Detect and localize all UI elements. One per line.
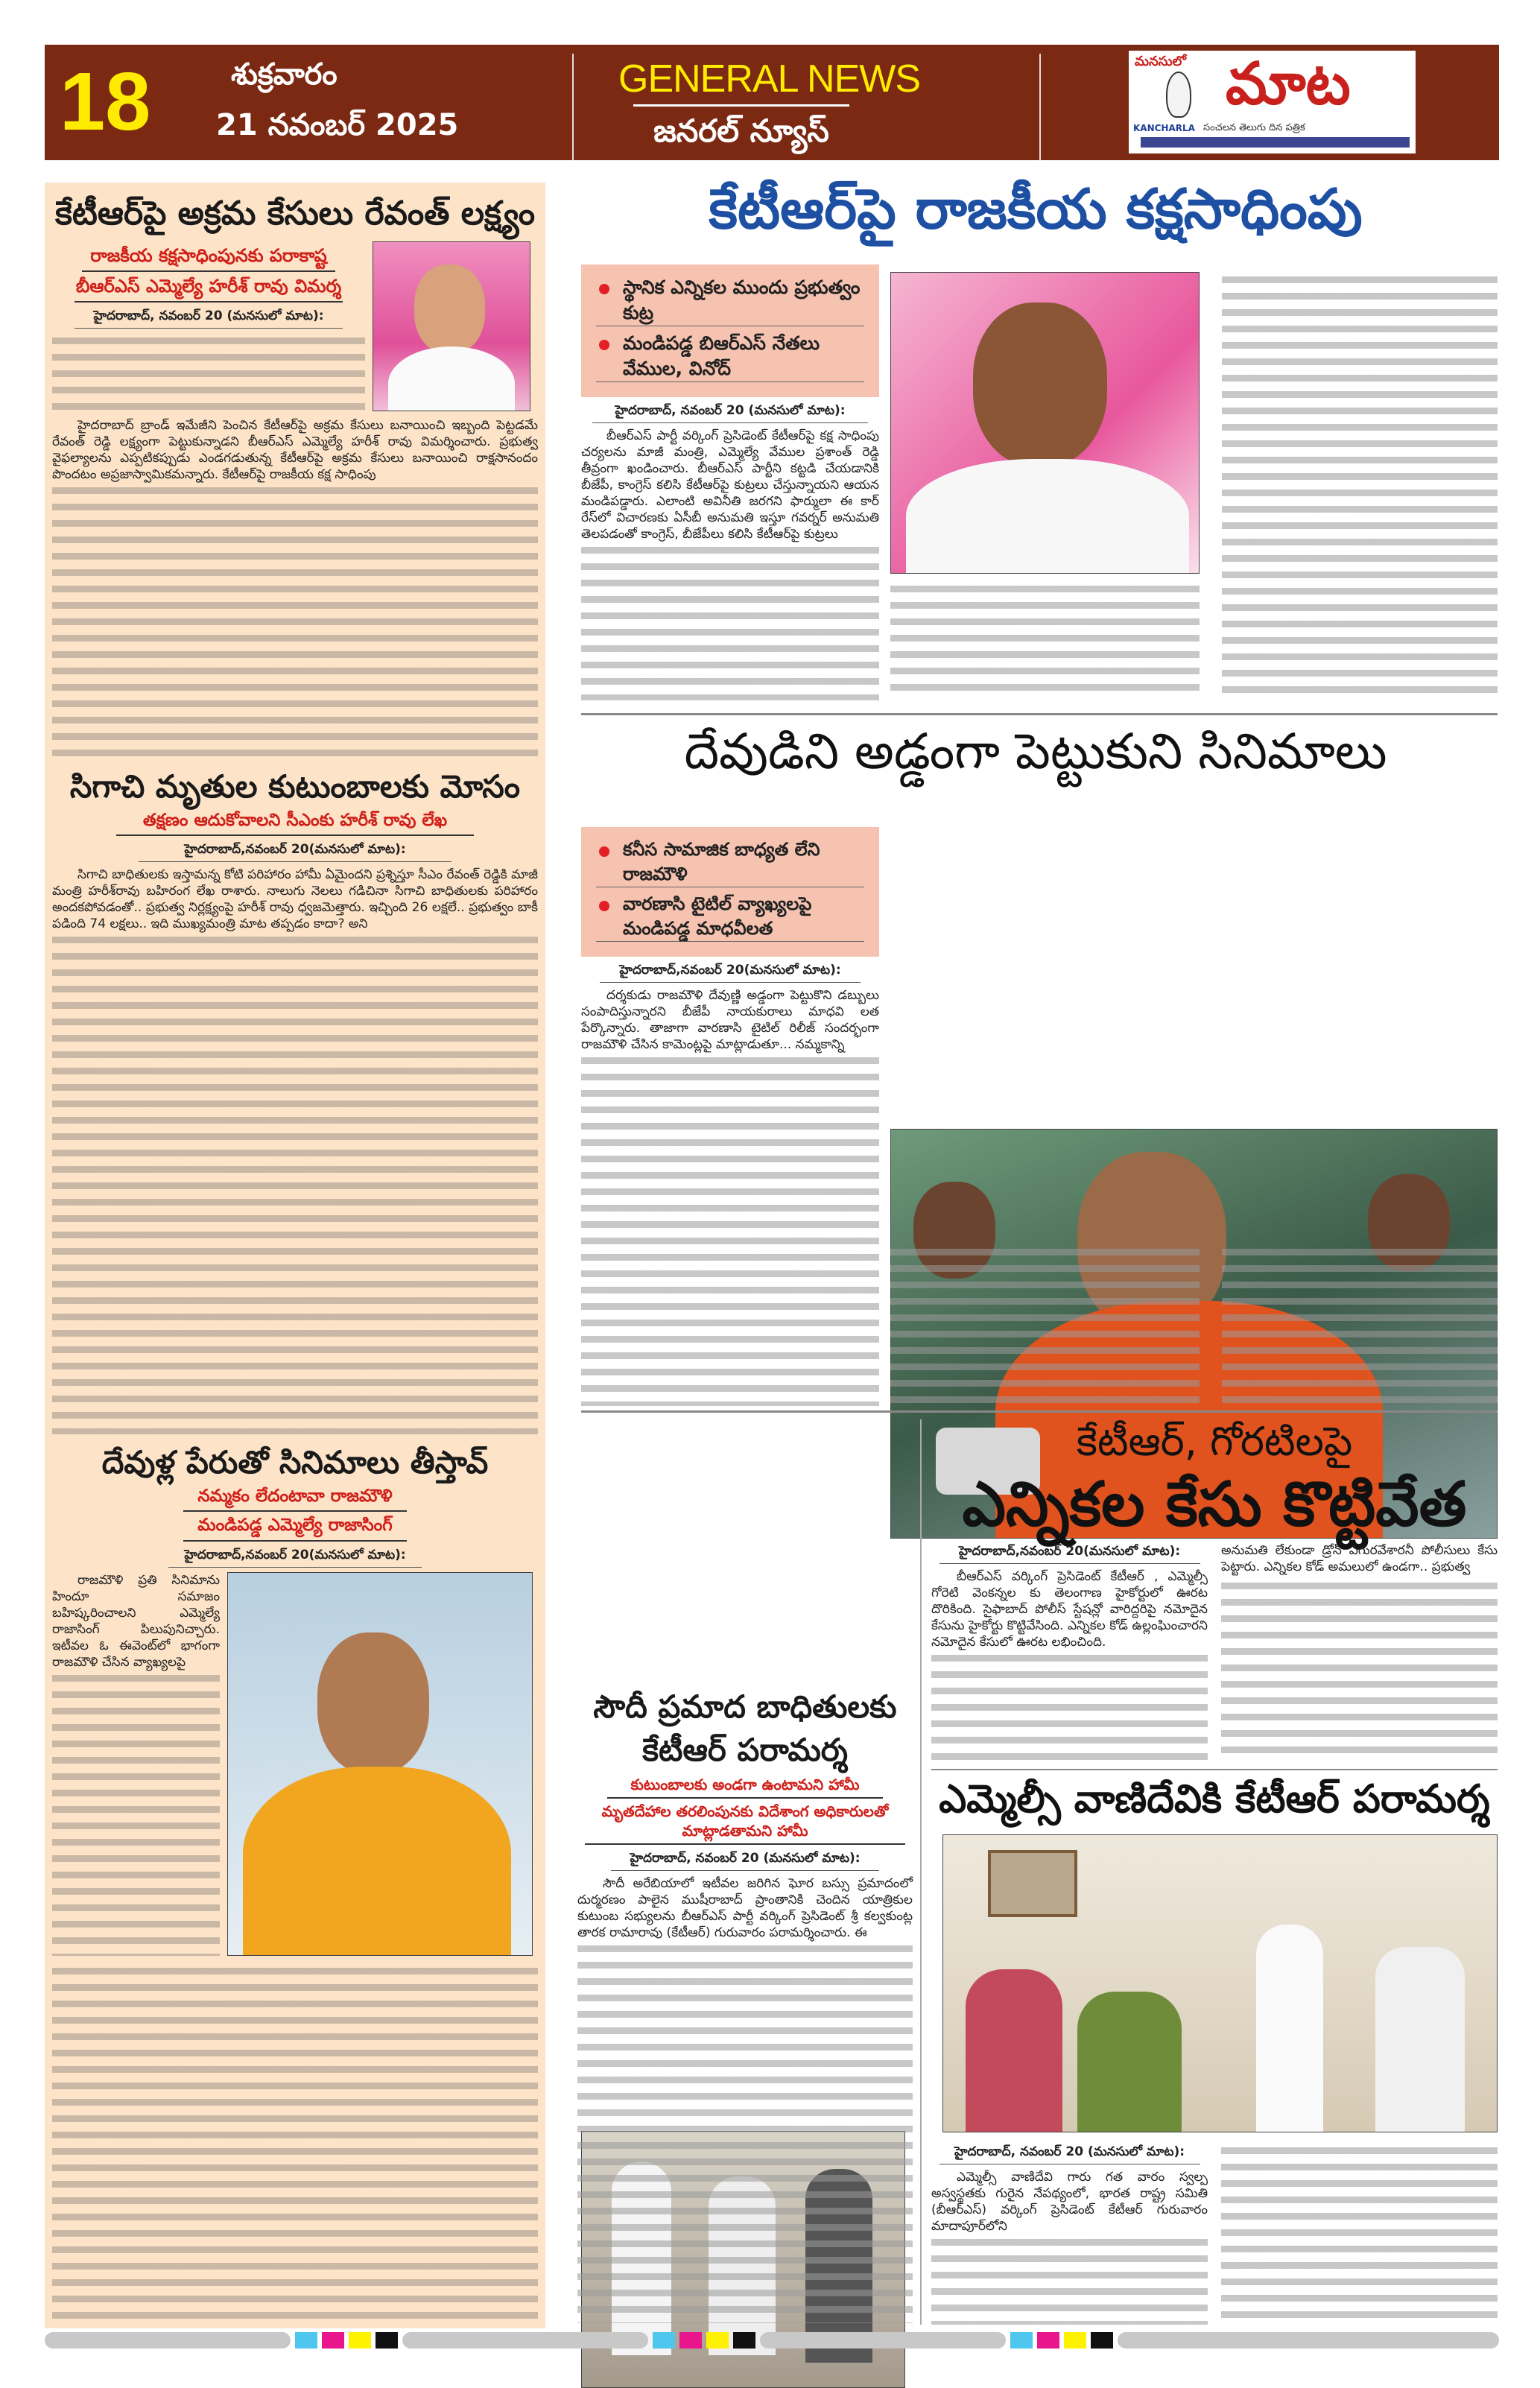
article-body xyxy=(52,1572,220,1956)
color-swatch-magenta xyxy=(679,2332,702,2349)
divider xyxy=(633,104,849,107)
color-swatch-black xyxy=(733,2332,755,2349)
article-body xyxy=(1221,1542,1498,1763)
article-body-continued xyxy=(890,1244,1200,1404)
color-swatch-cyan xyxy=(653,2332,675,2349)
article-text: అనుమతి లేకుండా డ్రోన్ ఎగురవేశారనీ పోలీసులు కేసు పెట్టారు. ఎన్నికల కోడ్ అమలులో ఉండగా.. ప్రభుత్వ xyxy=(1221,1543,1498,1574)
article-body-continued xyxy=(581,1053,879,1406)
story-block xyxy=(931,1416,1498,1763)
color-swatch-yellow xyxy=(1064,2332,1086,2349)
article-body-continued xyxy=(1221,1578,1498,1763)
article-body-continued xyxy=(52,1670,220,1956)
article-body-continued xyxy=(1221,2143,1498,2325)
sidebar-story xyxy=(52,193,538,759)
photo-harish-rao xyxy=(373,241,530,411)
article-text: బీఆర్ఎస్ పార్టీ వర్కింగ్ ప్రెసిడెంట్ కేటీఆర్‌పై కక్ష సాధింపు చర్యలను మాజీ మంత్రి, ఎమ్మెల్యే వేముల ప్రశాంత్ రెడ్డి తీవ్రంగా ఖండించారు. బీఆర్ఎస్ పార్టీని కట్టడి చేయడానికి బీజేపీ, కాంగ్రెస్ కలిసి కేటీఆర్‌పై కుట్రలు చేస్తున్నాయని ఆయన మండిపడ్డారు. ఎలాంటి అవినీతి జరగని ఫార్ములా ఈ కార్ రేస్‌లో విచారణకు ఏసీబీ అనుమతి ఇస్తూ గవర్నర్ అనుమతి తెలపడంతో కాంగ్రెస్, బీజేపీలు కలిసి కేటీఆర్‌పై కుట్రలు xyxy=(581,428,879,542)
page-number: 18 xyxy=(60,56,151,148)
color-swatch-magenta xyxy=(1037,2332,1059,2349)
bullet-point: స్థానిక ఎన్నికల ముందు ప్రభుత్వం కుట్ర xyxy=(596,275,864,326)
article-body xyxy=(931,2138,1208,2325)
article-body-continued xyxy=(52,1963,538,2319)
issue-date: 21 నవంబర్ 2025 xyxy=(216,108,459,142)
headline: ఎన్నికల కేసు కొట్టివేత xyxy=(962,1469,1467,1540)
article-text: బీఆర్ఎస్ వర్కింగ్ ప్రెసిడెంట్ కేటీఆర్ , ఎమ్మెల్సీ గోరెటి వెంకన్నల కు తెలంగాణ హైకోర్టులో ఊరట దొరికింది. సైఫాబాద్ పోలీస్ స్టేషన్లో వారిద్దరిపై నమోదైన కేసును హైకోర్టు కొట్టివేసింది. ఎన్నికల కోడ్ ఉల్లంఘించారని నమోదైన కేసులో ఊరట లభించింది. xyxy=(931,1569,1208,1650)
newspaper-logo xyxy=(1129,51,1416,153)
subhead: రాజకీయ కక్షసాధింపునకు పరాకాష్ట xyxy=(82,244,335,272)
subhead: మృతదేహాల తరలింపునకు విదేశాంగ అధికారులతో మాట్లాడతామని హామీ xyxy=(585,1802,905,1845)
dateline: హైదరాబాద్,నవంబర్ 20(మనసులో మాట): xyxy=(600,961,861,983)
color-swatch-black xyxy=(376,2332,398,2349)
dateline: హైదరాబాద్,నవంబర్ 20(మనసులో మాట): xyxy=(139,840,451,862)
subhead: బీఆర్ఎస్ ఎమ్మెల్యే హరీశ్ రావు విమర్శ xyxy=(75,275,343,303)
article-body-continued xyxy=(581,542,879,700)
lead-headline: కేటీఆర్‌పై రాజకీయ కక్షసాధింపు xyxy=(709,177,1363,241)
photo-ktr-meets-vanidevi xyxy=(942,1834,1498,2132)
logo-brand: KANCHARLA xyxy=(1133,123,1195,133)
subhead: నమ్మకం లేదంటావా రాజమౌళి xyxy=(183,1486,407,1513)
section-title-te: జనరల్ న్యూస్ xyxy=(653,113,829,149)
photo-raja-singh xyxy=(227,1572,533,1956)
highlight-box xyxy=(581,265,879,397)
story-block xyxy=(931,1775,1498,2325)
dateline: హైదరాబాద్, నవంబర్ 20 (మనసులో మాట): xyxy=(939,2143,1200,2164)
article-text: ఎమ్మెల్సీ వాణిదేవి గారు గత వారం స్వల్ప అస్వస్థతకు గురైన నేపథ్యంలో, భారత రాష్ట్ర సమితి (బీఆర్ఎస్) వర్కింగ్ ప్రెసిడెంట్ కేటీఆర్ గురువారం మాదాపూర్‌లోని xyxy=(931,2170,1208,2234)
divider xyxy=(931,1769,1498,1770)
bullet-point: వారణాసి టైటిల్ వ్యాఖ్యలపై మండిపడ్డ మాధవీలత xyxy=(596,892,864,942)
subheads xyxy=(52,241,365,411)
headline: సౌదీ ప్రమాద బాధితులకు కేటీఆర్ పరామర్శ xyxy=(593,1688,897,1768)
bullet-point: మండిపడ్డ బిఆర్ఎస్ నేతలు వేముల, వినోద్ xyxy=(596,331,864,382)
sidebar-story xyxy=(52,767,538,1434)
article-body xyxy=(1221,2138,1498,2325)
story-column xyxy=(577,1685,913,2323)
story-columns xyxy=(931,1542,1498,1763)
logo-small-text: మనసులో xyxy=(1135,54,1187,69)
article-text: సౌదీ అరేబియాలో ఇటీవల జరిగిన ఘోర బస్సు ప్రమాదంలో దుర్మరణం పాలైన ముషీరాబాద్ ప్రాంతానికి చెందిన యాత్రికుల కుటుంబ సభ్యులను బీఆర్ఎస్ పార్టీ వర్కింగ్ ప్రెసిడెంట్ శ్రీ కల్వకుంట్ల తారక రామారావు (కేటీఆర్) గురువారం పరామర్శించారు. ఈ xyxy=(577,1876,913,1940)
article-text: హైదరాబాద్ బ్రాండ్ ఇమేజీని పెంచిన కేటీఆర్‌పై అక్రమ కేసులు బనాయించి ఇబ్బంది పెట్టడమే రేవంత్ రెడ్డి లక్ష్యంగా పెట్టుకున్నాడని బీఆర్ఎస్ ఎమ్మెల్యే హరీశ్ రావు విమర్శించారు. ప్రభుత్వ వైఫల్యాలను ఎప్పటికప్పుడు ఎండగడుతున్న కేటీఆర్‌పై అక్రమ కేసులు బనాయించి రాక్షసానందం పొందటం అప్రజాస్వామికమన్నారు. కేటీఆర్‌పై రాజకీయ కక్ష సాధింపు xyxy=(52,418,538,482)
dateline: హైదరాబాద్,నవంబర్ 20(మనసులో మాట): xyxy=(939,1542,1200,1564)
headline: ఎమ్మెల్సీ వాణిదేవికి కేటీఆర్ పరామర్శ xyxy=(939,1777,1490,1822)
sidebar-column xyxy=(45,183,545,2328)
logo-tagline: సంచలన తెలుగు దిన పత్రిక xyxy=(1203,122,1305,133)
article-body xyxy=(931,1542,1208,1763)
bullet-point: కనీస సామాజిక బాధ్యత లేని రాజమౌళి xyxy=(596,837,864,887)
highlight-box xyxy=(581,827,879,957)
dateline: హైదరాబాద్, నవంబర్ 20 (మనసులో మాట): xyxy=(75,307,343,329)
article-body-continued xyxy=(52,932,538,1434)
photo-vemula-prashanth-reddy xyxy=(890,272,1200,574)
founder-portrait-icon xyxy=(1166,72,1191,118)
divider xyxy=(920,1419,922,2325)
dateline: హైదరాబాద్,నవంబర్ 20(మనసులో మాట): xyxy=(168,1546,422,1568)
section-title-en: GENERAL NEWS xyxy=(618,57,921,101)
article-text: సిగాచి బాధితులకు ఇస్తామన్న కోటి పరిహారం హామీ ఏమైందని ప్రశ్నిస్తూ సీఎం రేవంత్ రెడ్డికి మాజీ మంత్రి హరీశ్‌రావు బహిరంగ లేఖ రాశారు. నాలుగు నెలలు గడిచినా సిగాచి బాధితులకు పరిహారం అందకపోవడంతో.. ప్రభుత్వ నిర్లక్ష్యంపై హరీశ్ రావు ధ్వజమెత్తారు. ఇచ్చింది 26 లక్షలే.. ప్రభుత్వం బాకీ పడింది 74 లక్షలు.. ఇది ముఖ్యమంత్రి మాట తప్పడం కాదా? అని xyxy=(52,867,538,932)
story-row xyxy=(52,1572,538,1956)
divider xyxy=(572,54,574,160)
article-body-continued xyxy=(931,1650,1208,1763)
lead-story-column xyxy=(581,265,879,700)
logo-title: మాట xyxy=(1226,51,1351,118)
day-name: శుక్రవారం xyxy=(231,57,338,92)
dateline: హైదరాబాద్, నవంబర్ 20 (మనసులో మాట): xyxy=(611,1849,879,1871)
headline-kicker: కేటీఆర్, గోరటిలపై xyxy=(1076,1418,1353,1465)
article-body-continued xyxy=(52,483,538,759)
masthead xyxy=(45,45,1499,160)
divider xyxy=(581,1410,1498,1413)
story-columns xyxy=(931,2138,1498,2325)
dateline: హైదరాబాద్, నవంబర్ 20 (మనసులో మాట): xyxy=(592,402,868,423)
subhead: మండిపడ్డ ఎమ్మెల్యే రాజాసింగ్ xyxy=(183,1515,407,1542)
color-swatch-yellow xyxy=(706,2332,729,2349)
color-swatch-black xyxy=(1091,2332,1113,2349)
headline: కేటీఆర్‌పై అక్రమ కేసులు రేవంత్ లక్ష్యం xyxy=(54,194,536,232)
logo-bar xyxy=(1141,137,1410,148)
article-body-continued xyxy=(577,1941,913,2323)
article-body-continued xyxy=(890,581,1200,697)
registration-bar xyxy=(402,2332,648,2349)
article-body-continued xyxy=(931,2235,1208,2325)
color-swatch-yellow xyxy=(349,2332,371,2349)
article-body-continued xyxy=(1222,272,1498,697)
article-body-continued xyxy=(52,333,365,411)
color-swatch-magenta xyxy=(322,2332,344,2349)
registration-bar xyxy=(1118,2332,1499,2349)
article-body-continued xyxy=(1222,1244,1498,1404)
color-swatch-cyan xyxy=(295,2332,317,2349)
sidebar-story xyxy=(52,1443,538,2319)
subhead: కుటుంబాలకు అండగా ఉంటామని హామీ xyxy=(607,1775,883,1799)
subhead: తక్షణం ఆదుకోవాలని సీఎంకు హరీశ్ రావు లేఖ xyxy=(116,810,474,837)
story-top xyxy=(52,241,538,411)
divider xyxy=(581,713,1498,715)
story-column xyxy=(581,827,879,1406)
registration-bar xyxy=(45,2332,291,2349)
registration-bar xyxy=(760,2332,1006,2349)
color-swatch-cyan xyxy=(1010,2332,1033,2349)
divider xyxy=(1039,54,1041,160)
headline: దేవుళ్ల పేరుతో సినిమాలు తీస్తావ్ xyxy=(101,1444,489,1480)
article-text: రాజమౌళి ప్రతి సినిమాను హిందూ సమాజం బహిష్కరించాలని ఎమ్మెల్యే రాజాసింగ్ పిలుపునిచ్చారు. ఇటీవల ఓ ఈవెంట్‌లో భాగంగా రాజమౌళి చేసిన వ్యాఖ్యలపై xyxy=(52,1573,220,1670)
headline: దేవుడిని అడ్డంగా పెట్టుకుని సినిమాలు xyxy=(684,723,1387,780)
article-text: దర్శకుడు రాజమౌళి దేవుణ్ణి అడ్డంగా పెట్టుకొని డబ్బులు సంపాదిస్తున్నారని బీజేపీ నాయకురాలు మాధవి లత పేర్కొన్నారు. తాజాగా వారణాసి టైటిల్ రిలీజ్ సందర్భంగా రాజమౌళి చేసిన కామెంట్లపై మాట్లాడుతూ... నమ్మకాన్ని xyxy=(581,988,879,1052)
print-color-bar xyxy=(45,2331,1499,2350)
headline: సిగాచి మృతుల కుటుంబాలకు మోసం xyxy=(69,768,521,805)
